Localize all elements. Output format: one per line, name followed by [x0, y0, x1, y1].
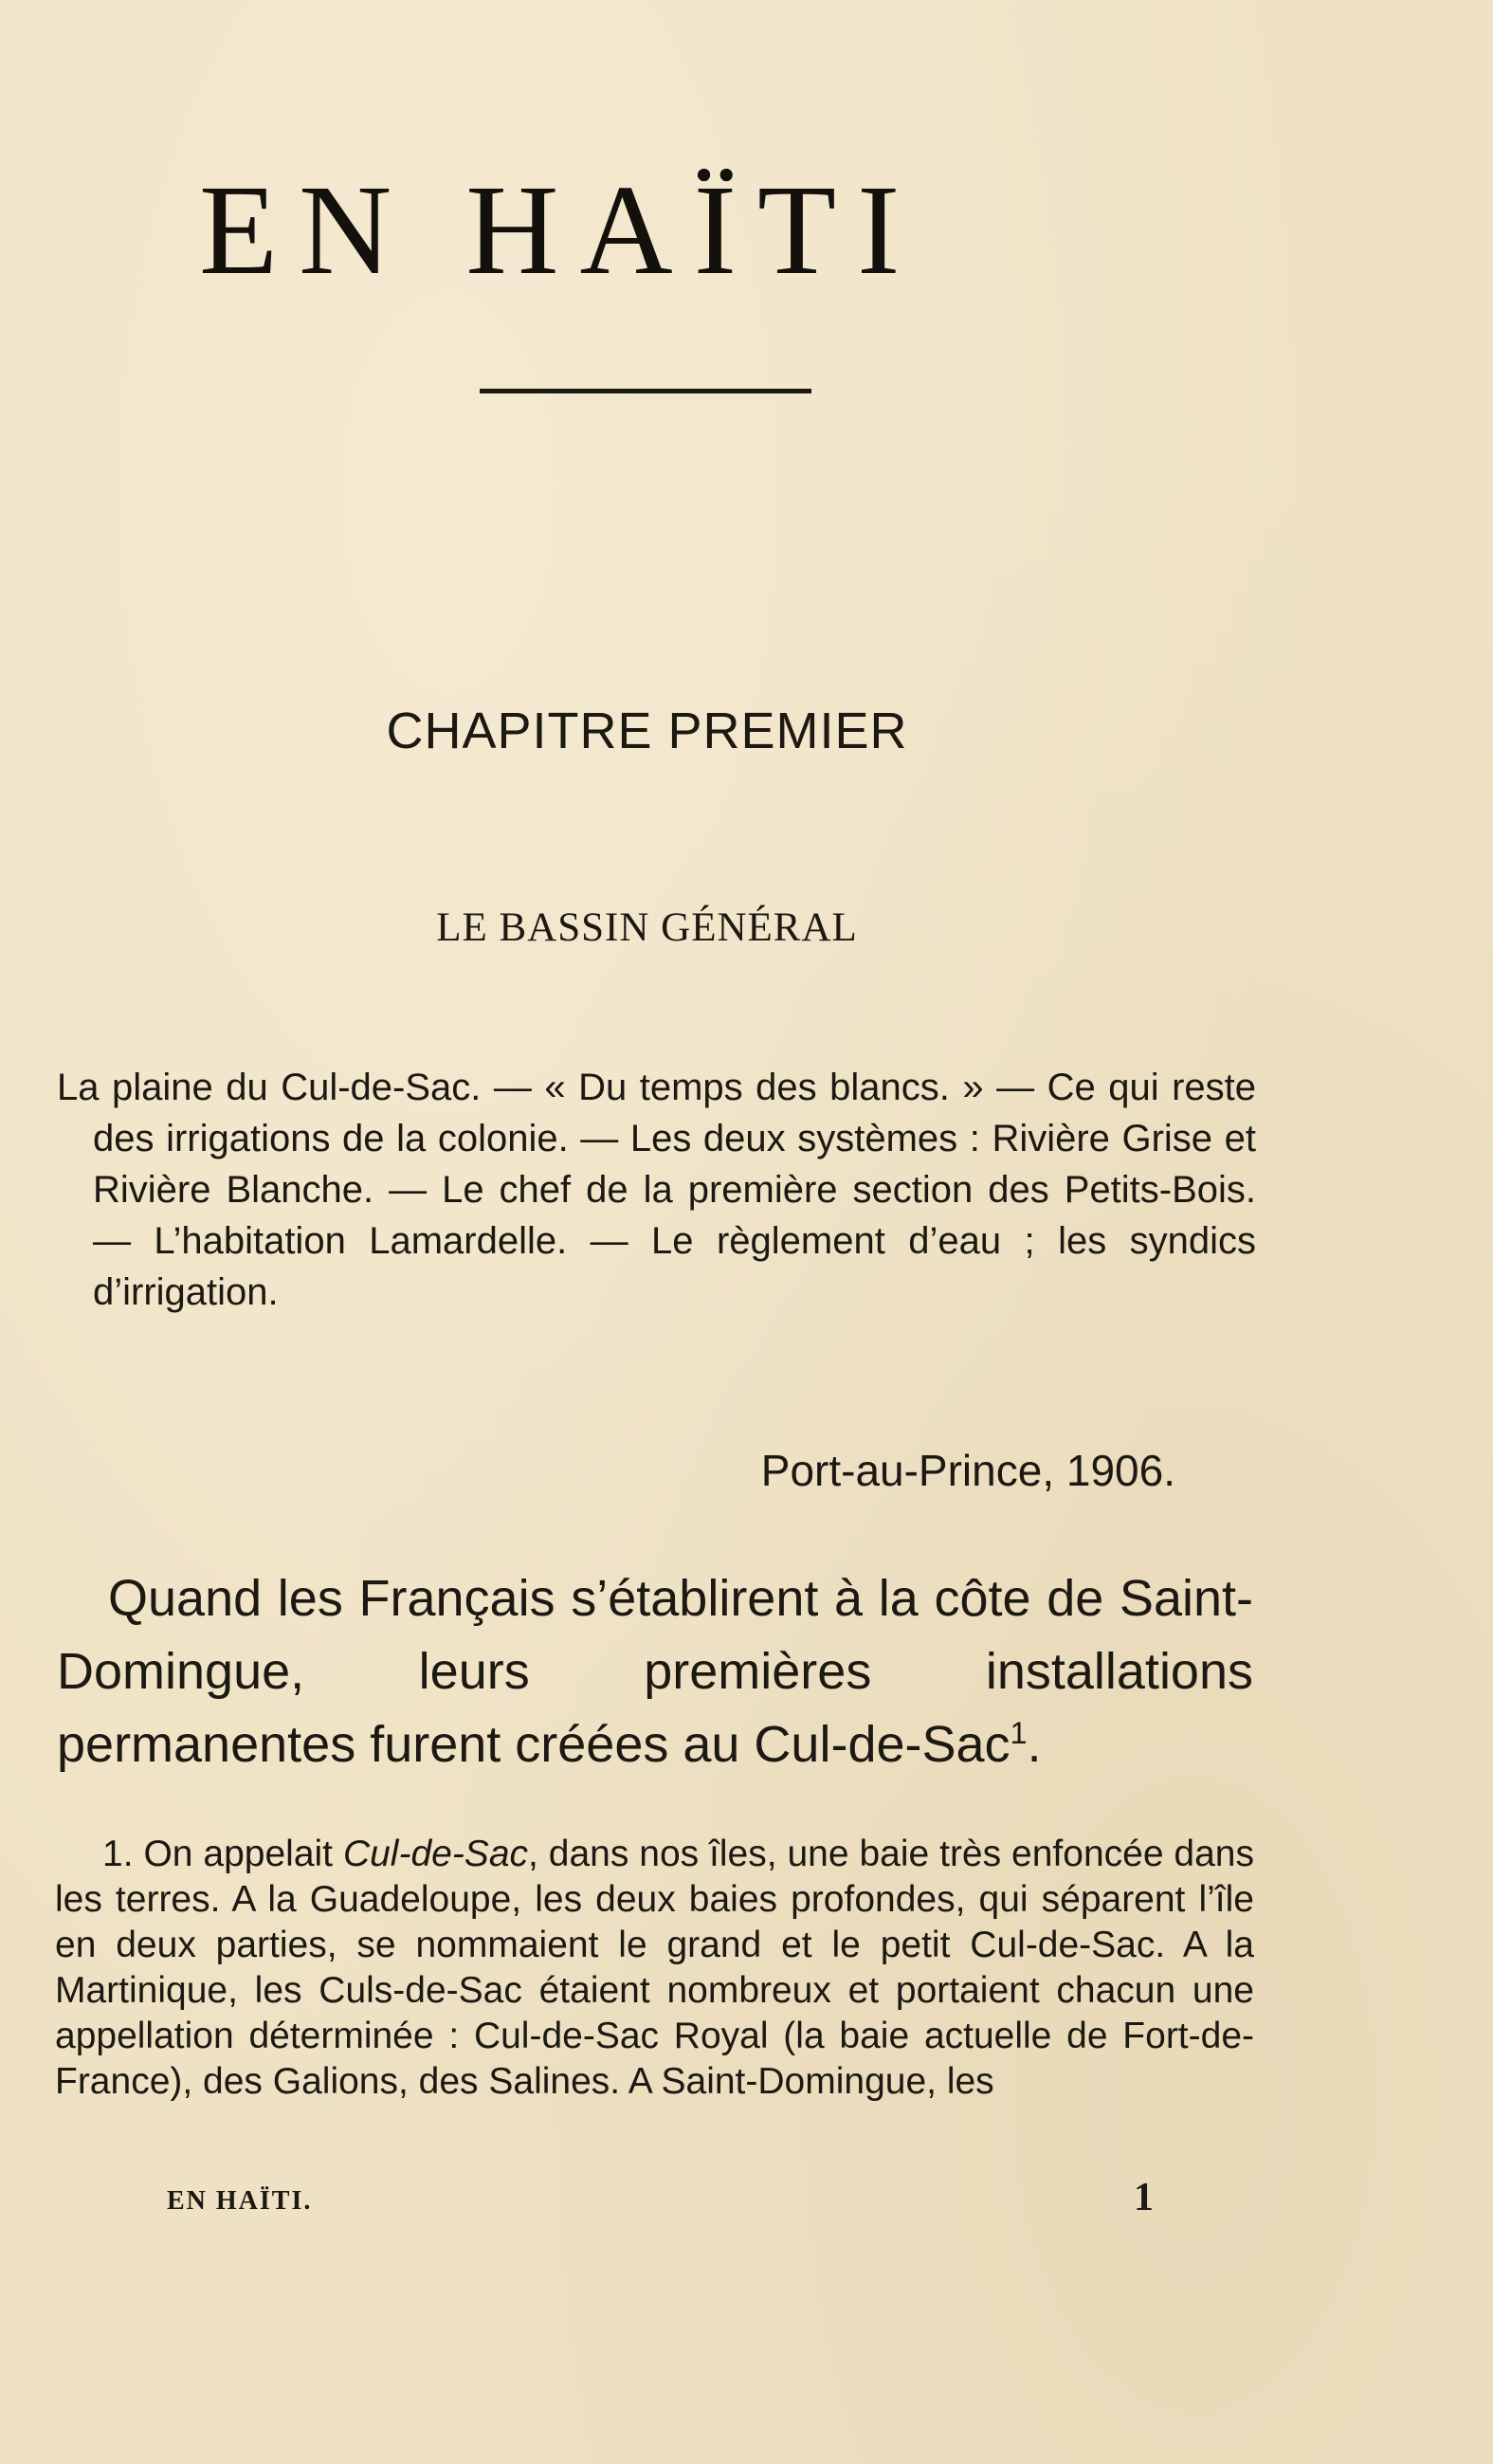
summary-text: La plaine du Cul-de-Sac. — « Du temps des blancs. » — Ce qui reste des irrigations de la colonie. — Les deux systèmes : Rivière Grise et Rivière Blanche. — Le chef de la première section des Petits-Bois. — L’habitation Lamardelle. — Le règlement d’eau ; les syndics d’irrigation. [57, 1067, 1256, 1313]
body-sentence-end: . [1027, 1716, 1042, 1773]
footnote-term: Cul-de-Sac [342, 1834, 529, 1874]
running-footer-title: EN HAÏTI. [167, 2186, 313, 2216]
book-title: EN HAÏTI [199, 159, 921, 301]
footnote-marker: 1. [102, 1834, 134, 1874]
page-number: 1 [1134, 2176, 1154, 2219]
body-paragraph [57, 1562, 1253, 1781]
footnote-lead: On appelait [143, 1834, 334, 1874]
footnote-reference[interactable]: 1 [1010, 1716, 1028, 1750]
chapter-heading: CHAPITRE PREMIER [386, 703, 908, 759]
dateline: Port-au-Prince, 1906. [760, 1446, 1175, 1495]
body-sentence: Quand les Français s’établirent à la côte de Saint-Domingue, leurs premières installations permanentes furent créées au Cul-de-Sac [57, 1570, 1253, 1773]
chapter-title: LE BASSIN GÉNÉRAL [436, 905, 858, 950]
title-rule [480, 389, 811, 393]
footnote-body: , dans nos îles, une baie très enfoncée dans les terres. A la Guadeloupe, les deux baies profondes, qui séparent l’île en deux parties, se nommaient le grand et le petit Cul-de-Sac. A la Martinique, les Culs-de-Sac étaient nombreux et portaient chacun une appellation déterminée : Cul-de-Sac Royal (la baie actuelle de Fort-de-France), des Galions, des Salines. A Saint-Domingue, les [55, 1834, 1254, 2102]
footnote-text [55, 1832, 1254, 2105]
footnote [55, 1832, 1254, 2105]
chapter-summary [57, 1062, 1256, 1318]
body-text [57, 1562, 1253, 1781]
